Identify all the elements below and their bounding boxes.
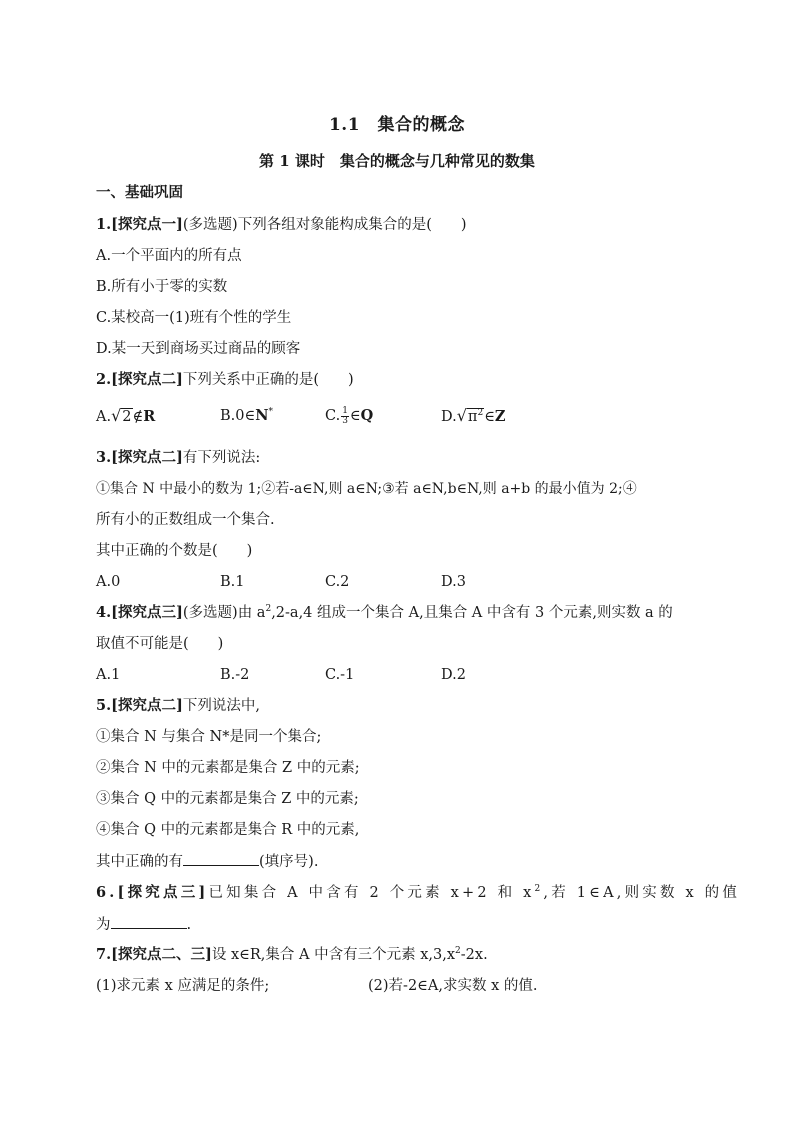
option-b xyxy=(220,406,273,426)
set-symbol: Q xyxy=(360,407,374,424)
statement-line-1: ①集合 N 中最小的数为 1;②若-a∈N,则 a∈N;③若 a∈N,b∈N,则 a+b 的最小值为 2;④ xyxy=(96,481,637,497)
question-tag: .[探究点三] xyxy=(106,604,183,621)
sqrt-expression: √2 xyxy=(111,406,132,425)
option-label: D. xyxy=(441,409,457,425)
statement-3: ③集合 Q 中的元素都是集合 Z 中的元素; xyxy=(96,791,359,807)
part-2: (2)若-2∈A,求实数 x 的值. xyxy=(368,978,538,994)
option-c xyxy=(325,406,373,426)
period: . xyxy=(186,917,192,933)
question-stem: 下列关系中正确的是( ) xyxy=(182,372,354,388)
relation: ∈ xyxy=(484,409,495,425)
question-number: 6 xyxy=(96,884,110,901)
question-7 xyxy=(96,945,698,965)
question-2 xyxy=(96,370,698,390)
question-2-options xyxy=(96,406,698,432)
question-tag: .[探究点二] xyxy=(106,449,183,466)
set-symbol: R xyxy=(143,408,156,425)
lesson-subtitle: 第 1 课时 集合的概念与几种常见的数集 xyxy=(259,152,535,170)
option-b: B.-2 xyxy=(220,667,250,683)
question-tag: .[探究点二] xyxy=(106,371,183,388)
section-heading: 一、基础巩固 xyxy=(96,184,183,201)
relation: ∈ xyxy=(349,408,361,424)
question-3 xyxy=(96,448,698,468)
question-stem: 有下列说法: xyxy=(182,450,261,466)
question-number: 2 xyxy=(96,371,107,388)
exponent: 2 xyxy=(455,946,461,956)
superscript: * xyxy=(268,407,273,417)
option-label: A. xyxy=(96,409,112,425)
question-stem: 设 x∈R,集合 A 中含有三个元素 x,3,x xyxy=(211,947,456,963)
answer-hint: (填序号). xyxy=(259,854,319,870)
question-6-line-2 xyxy=(96,914,698,935)
question-tag: .[探究点三] xyxy=(109,884,209,901)
option-a: A.1 xyxy=(96,667,121,683)
option-d xyxy=(441,406,506,427)
statement-1: ①集合 N 与集合 N*是同一个集合; xyxy=(96,729,322,745)
option-c: C.2 xyxy=(325,574,350,590)
numerator: 1 xyxy=(342,405,348,416)
option-d: D.2 xyxy=(441,667,466,683)
lesson-title: 1.1 集合的概念 xyxy=(328,115,466,135)
statement-2: ②集合 N 中的元素都是集合 Z 中的元素; xyxy=(96,760,360,776)
question-stem: (多选题)由 a xyxy=(182,605,266,621)
option-a: A.一个平面内的所有点 xyxy=(96,248,242,264)
option-text: B.0∈ xyxy=(220,408,256,424)
option-label: C. xyxy=(325,408,341,424)
question-stem: (多选题)下列各组对象能构成集合的是( ) xyxy=(182,217,467,233)
question-stem-continued: ,若 1∈A,则实数 x 的值 xyxy=(543,885,741,901)
question-prompt: 其中正确的个数是( ) xyxy=(96,543,253,559)
question-number: 5 xyxy=(96,697,107,714)
answer-blank[interactable] xyxy=(111,914,187,929)
question-stem-continued: ,2-a,4 组成一个集合 A,且集合 A 中含有 3 个元素,则实数 a 的 xyxy=(271,605,673,621)
statement-4: ④集合 Q 中的元素都是集合 R 中的元素, xyxy=(96,822,360,838)
option-c: C.某校高一(1)班有个性的学生 xyxy=(96,310,292,326)
question-4-line-2: 取值不可能是( ) xyxy=(96,636,224,652)
sqrt-expression: $√\pi^2$ xyxy=(456,406,484,425)
question-6 xyxy=(96,883,741,903)
exponent: 2 xyxy=(477,408,484,418)
option-a xyxy=(96,406,155,427)
fraction xyxy=(341,407,349,426)
answer-blank[interactable] xyxy=(183,851,259,866)
option-a: A.0 xyxy=(96,574,121,590)
option-c: C.-1 xyxy=(325,667,355,683)
answer-prompt: 其中正确的有 xyxy=(96,854,183,870)
exponent: 2 xyxy=(265,604,272,614)
question-stem-continued: -2x. xyxy=(460,947,488,963)
question-1 xyxy=(96,215,698,235)
set-symbol: N xyxy=(255,407,269,424)
question-number: 1 xyxy=(96,216,107,233)
option-d: D.某一天到商场买过商品的顾客 xyxy=(96,341,301,357)
question-number: 3 xyxy=(96,449,107,466)
option-b: B.所有小于零的实数 xyxy=(96,279,228,295)
question-number: 4 xyxy=(96,604,107,621)
set-symbol: Z xyxy=(494,408,506,425)
question-tag: .[探究点二、三] xyxy=(106,946,212,963)
question-stem: 已知集合 A 中含有 2 个元素 x+2 和 x xyxy=(208,885,535,901)
question-stem: 下列说法中, xyxy=(182,698,260,714)
radicand: 2 xyxy=(122,409,132,425)
radicand xyxy=(467,408,484,425)
answer-prompt: 为 xyxy=(96,917,111,933)
question-tag: .[探究点二] xyxy=(106,697,183,714)
pi-symbol: π xyxy=(467,409,478,425)
part-1: (1)求元素 x 应满足的条件; xyxy=(96,978,270,994)
question-number: 7 xyxy=(96,946,107,963)
option-d: D.3 xyxy=(441,574,466,590)
question-5 xyxy=(96,696,698,716)
denominator: 3 xyxy=(342,415,348,426)
option-b: B.1 xyxy=(220,574,245,590)
relation: ∉ xyxy=(132,409,144,425)
answer-line xyxy=(96,851,698,872)
question-tag: .[探究点一] xyxy=(106,216,183,233)
statement-line-2: 所有小的正数组成一个集合. xyxy=(96,512,275,528)
question-4 xyxy=(96,603,698,623)
exponent: 2 xyxy=(534,884,544,894)
